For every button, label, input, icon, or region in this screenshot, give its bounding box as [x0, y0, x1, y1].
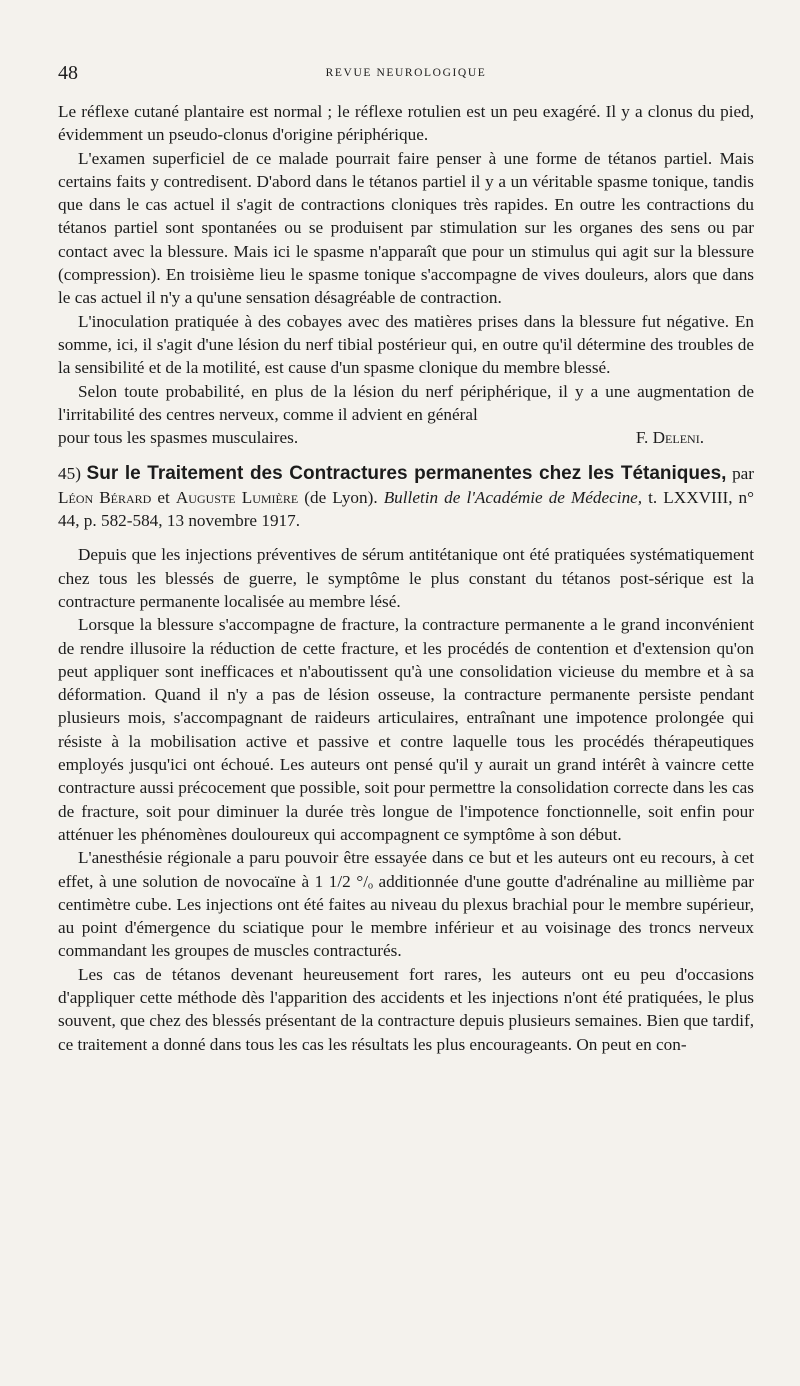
paragraph: Lorsque la blessure s'accompagne de fracture, la contracture permanente a le grand inconvénient de rendre illusoire la réduction de cette fracture, et les procédés de contention et d'extension qu'on peut appliquer sont inefficaces et n'aboutissent qu'à une consolidation vicieuse du membre et à sa déformation. Quand il n'y a pas de lésion osseuse, la contracture permanente persiste pendant plusieurs mois, s'accompagnant de raideurs articulaires, entraînant une impotence prolongée qui résiste à la mobilisation active et passive et contre laquelle tous les procédés thérapeutiques employés jusqu'ici ont échoué. Les auteurs ont pensé qu'il y aurait un grand intérêt à vaincre cette contracture aussi précocement que possible, soit pour permettre la consolidation correcte dans les cas de fracture, soit pour diminuer la durée très longue de l'impotence fonctionnelle, soit enfin pour atténuer les phénomènes douloureux qui accompagnent ce symptôme à son début.	[58, 615, 754, 844]
running-head: REVUE NEUROLOGIQUE	[325, 67, 487, 79]
author-signature: F. Deleni.	[635, 428, 704, 448]
page-number: 48	[58, 62, 78, 84]
paragraph	[58, 380, 754, 450]
closing-text: pour tous les spasmes musculaires.	[58, 428, 299, 448]
entry-location: (de Lyon).	[304, 487, 378, 507]
entry-title: Sur le Traitement des Contractures permanentes chez les Tétaniques,	[86, 463, 727, 485]
closing-line	[58, 426, 754, 449]
paragraph: Le réflexe cutané plantaire est normal ; le réflexe rotulien est un peu exagéré. Il y a clonus du pied, évidemment un pseudo-clonus d'origine périphérique.	[58, 102, 754, 145]
article-entry	[58, 462, 754, 532]
entry-author-2: Auguste Lumière	[175, 487, 299, 507]
paragraph: L'inoculation pratiquée à des cobayes avec des matières prises dans la blessure fut négative. En somme, ici, il s'agit d'une lésion du nerf tibial postérieur qui, en outre qu'il détermine des troubles de la sensibilité et de la motilité, est cause d'un spasme clonique du membre blessé.	[58, 311, 754, 378]
paragraph-text: Selon toute probabilité, en plus de la lésion du nerf périphérique, il y a une augmentation de l'irritabilité des centres nerveux, comme il advient en général	[58, 381, 754, 424]
entry-author-1: Léon Bérard	[58, 487, 152, 507]
entry-number: 45)	[58, 464, 81, 484]
entry-and: et	[157, 487, 170, 507]
paragraph: L'examen superficiel de ce malade pourrait faire penser à une forme de tétanos partiel. Mais certains faits y contredisent. D'abord dans le tétanos partiel il y a un véritable spasme tonique, tandis que dans le cas actuel il s'agit de contractions cloniques très rapides. En outre les contractions du tétanos partiel sont spontanées ou se produisent par stimulation sur les organes des sens ou par contact avec la blessure. Mais ici le spasme n'apparaît que pour un stimulus qui agit sur la blessure (compression). En troisième lieu le spasme tonique s'accompagne de vives douleurs, alors que dans le cas actuel il n'y a qu'une sensation désagréable de contraction.	[58, 148, 754, 308]
paragraph: L'anesthésie régionale a paru pouvoir être essayée dans ce but et les auteurs ont eu recours, à cet effet, à une solution de novocaïne à 1 1/2 °/ₒ additionnée d'une goutte d'adrénaline au millième par centimètre cube. Les injections ont été faites au niveau du plexus brachial pour le membre supérieur, au point d'émergence du sciatique pour le membre inférieur et au voisinage des troncs nerveux commandant les groupes de muscles contracturés.	[58, 848, 754, 961]
page-header	[58, 62, 754, 88]
entry-reference: t. LXXVIII, n° 44, p. 582-584, 13 novembre 1917.	[58, 487, 755, 531]
page-body	[58, 100, 754, 1056]
paragraph: Les cas de tétanos devenant heureusement fort rares, les auteurs ont eu peu d'occasions d'appliquer cette méthode dès l'apparition des accidents et les injections n'ont été pratiquées, le plus souvent, que chez des blessés présentant de la contracture depuis plusieurs semaines. Bien que tardif, ce traitement a donné dans tous les cas les résultats les plus encourageants. On peut en con-	[58, 964, 754, 1054]
entry-by: par	[732, 464, 755, 484]
entry-journal: Bulletin de l'Académie de Médecine,	[383, 487, 643, 507]
paragraph: Depuis que les injections préventives de sérum antitétanique ont été pratiquées systématiquement chez tous les blessés de guerre, le symptôme le plus constant du tétanos post-sérique est la contracture permanente localisée au membre lésé.	[58, 545, 754, 611]
